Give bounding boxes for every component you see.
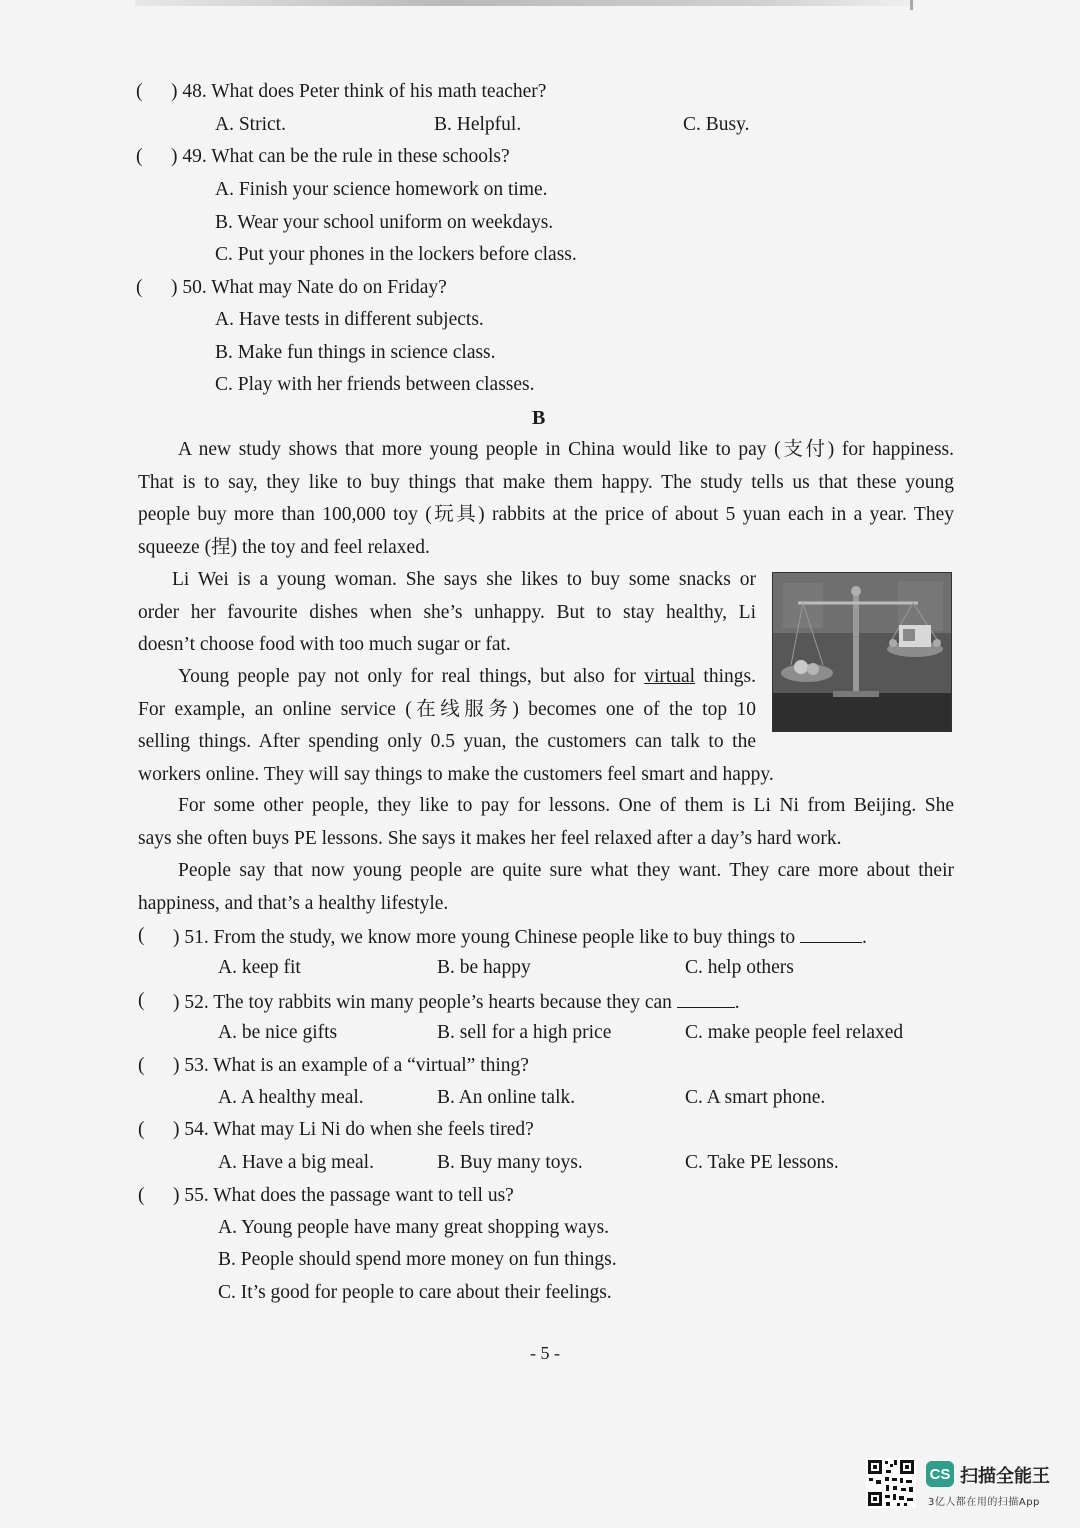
question-51-stem: 51. From the study, we know more young Chinese people like to buy things to: [184, 927, 796, 948]
passage-text: Young people pay not only for real things, but also for: [178, 666, 645, 687]
answer-paren-open: (: [136, 277, 143, 298]
answer-blank: [800, 924, 862, 943]
question-55-stem: 55. What does the passage want to tell us?: [184, 1185, 514, 1206]
answer-paren-open: (: [138, 925, 145, 946]
answer-paren-open: (: [138, 990, 145, 1011]
passage-paragraph-5: [138, 855, 954, 920]
passage-line: workers online. They will say things to make the customers feel smart and happy.: [138, 763, 774, 785]
passage-line: selling things. After spending only 0.5 yuan, the customers can talk to the: [138, 731, 756, 752]
question-51: [173, 924, 867, 950]
balance-scale-icon: [773, 573, 951, 731]
option-51-c: C. help others: [685, 957, 794, 978]
question-54: [173, 1118, 534, 1142]
answer-paren-close: ): [173, 992, 180, 1013]
question-53: [173, 1054, 529, 1078]
scanner-tagline: 3亿人都在用的扫描App: [928, 1497, 1040, 1508]
answer-paren-open: (: [138, 1119, 145, 1140]
option-53-a: A. A healthy meal.: [218, 1087, 364, 1108]
passage-paragraph-4: [138, 790, 954, 855]
passage-line: happiness, and that’s a healthy lifestyle.: [138, 892, 449, 914]
question-53-stem: 53. What is an example of a “virtual” thing?: [184, 1055, 529, 1076]
question-52-end: .: [734, 992, 740, 1013]
option-52-c: C. make people feel relaxed: [685, 1022, 904, 1043]
scan-edge-mark: [910, 0, 913, 10]
qr-code-icon: [866, 1458, 916, 1508]
passage-line: people buy more than 100,000 toy (玩具) rabbits at the price of about 5 yuan each in a year. They: [138, 504, 954, 525]
question-52: [173, 989, 740, 1015]
answer-paren-open: (: [138, 1185, 145, 1206]
passage-text: things.: [695, 666, 756, 687]
answer-blank: [677, 989, 735, 1008]
scale-illustration: [772, 572, 952, 732]
question-52-stem: 52. The toy rabbits win many people’s hearts because they can: [184, 992, 672, 1013]
passage-paragraph-2: [138, 564, 756, 662]
option-48-b: B. Helpful.: [434, 114, 522, 135]
option-49-a: A. Finish your science homework on time.: [215, 179, 548, 200]
scan-top-edge: [135, 0, 915, 6]
option-53-b: B. An online talk.: [437, 1087, 576, 1108]
camscanner-logo: CS: [926, 1461, 954, 1487]
passage-line: Li Wei is a young woman. She says she likes to buy some snacks or: [172, 569, 756, 590]
answer-paren-close: ): [173, 1119, 180, 1140]
option-55-a: A. Young people have many great shopping ways.: [218, 1217, 610, 1238]
section-heading: B: [532, 407, 546, 429]
question-54-stem: 54. What may Li Ni do when she feels tired?: [184, 1119, 534, 1140]
option-55-c: C. It’s good for people to care about their feelings.: [218, 1282, 612, 1303]
option-54-a: A. Have a big meal.: [218, 1152, 374, 1173]
option-48-a: A. Strict.: [215, 114, 286, 135]
page-number: - 5 -: [530, 1343, 560, 1363]
passage-line: For example, an online service (在线服务) becomes one of the top 10: [138, 698, 756, 720]
question-51-end: .: [862, 927, 867, 948]
option-52-a: A. be nice gifts: [218, 1022, 338, 1043]
option-50-b: B. Make fun things in science class.: [215, 342, 496, 363]
answer-paren-open: (: [136, 81, 143, 102]
option-49-c: C. Put your phones in the lockers before class.: [215, 244, 577, 265]
answer-paren-close: ): [171, 277, 178, 298]
answer-paren-close: ): [173, 1055, 180, 1076]
question-49: [171, 145, 510, 169]
passage-paragraph-3: [138, 661, 774, 791]
option-51-b: B. be happy: [437, 957, 531, 978]
question-50: [171, 276, 447, 300]
question-48: [171, 80, 546, 104]
option-51-a: A. keep fit: [218, 957, 301, 978]
question-50-stem: 50. What may Nate do on Friday?: [182, 277, 447, 298]
answer-paren-close: ): [173, 1185, 180, 1206]
passage-line: For some other people, they like to pay for lessons. One of them is Li Ni from Beijing. She: [178, 795, 954, 816]
option-49-b: B. Wear your school uniform on weekdays.: [215, 212, 554, 233]
option-50-a: A. Have tests in different subjects.: [215, 309, 484, 330]
option-50-c: C. Play with her friends between classes.: [215, 374, 535, 395]
passage-paragraph-1: [138, 434, 954, 564]
question-48-stem: 48. What does Peter think of his math teacher?: [182, 81, 547, 102]
answer-paren-close: ): [171, 81, 178, 102]
passage-line: A new study shows that more young people in China would like to pay (支付) for happiness.: [178, 439, 954, 460]
passage-line: doesn’t choose food with too much sugar or fat.: [138, 634, 511, 655]
underlined-word-virtual: virtual: [644, 666, 696, 687]
answer-paren-close: ): [173, 927, 180, 948]
question-55: [173, 1184, 514, 1208]
option-54-c: C. Take PE lessons.: [685, 1152, 839, 1173]
scanner-app-name: 扫描全能王: [960, 1466, 1050, 1487]
option-48-c: C. Busy.: [683, 114, 750, 135]
option-52-b: B. sell for a high price: [437, 1022, 612, 1043]
option-54-b: B. Buy many toys.: [437, 1152, 583, 1173]
passage-line: [138, 661, 756, 694]
passage-line: That is to say, they like to buy things that make them happy. The study tells us that these young: [138, 471, 954, 493]
question-49-stem: 49. What can be the rule in these schools?: [182, 146, 510, 167]
answer-paren-open: (: [136, 146, 143, 167]
option-53-c: C. A smart phone.: [685, 1087, 826, 1108]
option-55-b: B. People should spend more money on fun things.: [218, 1249, 617, 1270]
passage-line: People say that now young people are quite sure what they want. They care more about their: [178, 860, 954, 881]
passage-line: order her favourite dishes when she’s unhappy. But to stay healthy, Li: [138, 601, 756, 623]
answer-paren-open: (: [138, 1055, 145, 1076]
passage-line: squeeze (捏) the toy and feel relaxed.: [138, 536, 430, 558]
answer-paren-close: ): [171, 146, 178, 167]
passage-line: says she often buys PE lessons. She says it makes her feel relaxed after a day’s hard work.: [138, 827, 842, 849]
